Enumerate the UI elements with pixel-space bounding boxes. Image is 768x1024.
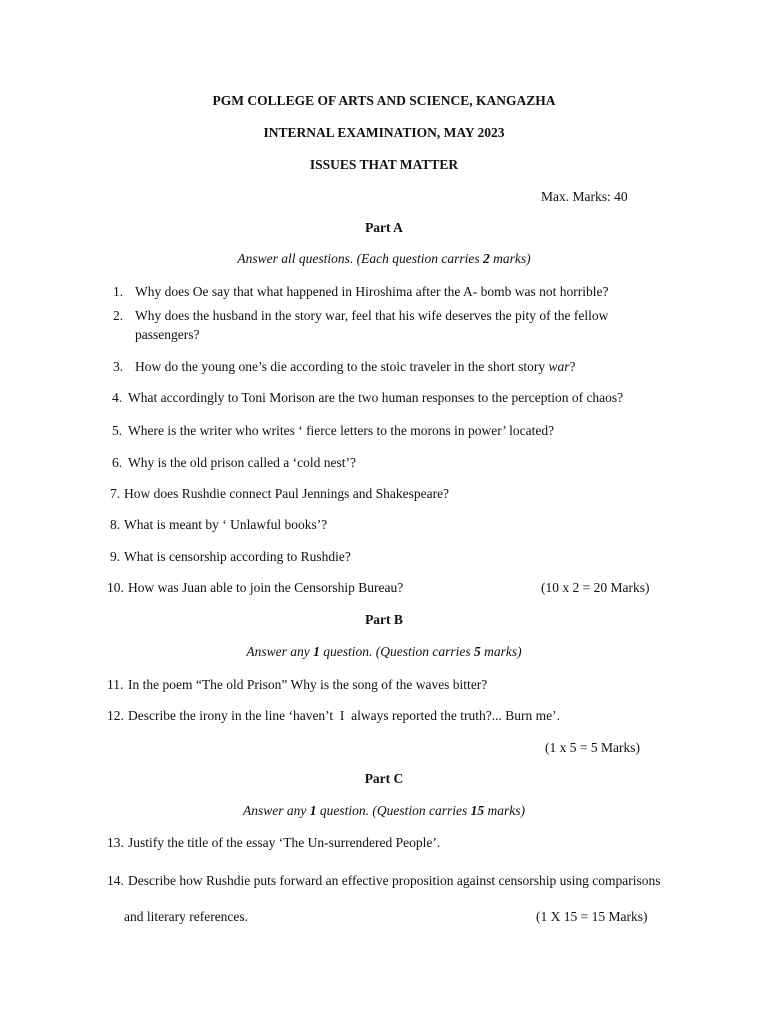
question-14-continued: and literary references. bbox=[124, 909, 249, 924]
part-b-instruction: Answer any 1 question. (Question carries 5 marks) bbox=[246, 644, 522, 659]
part-a-title: Part A bbox=[365, 220, 403, 235]
part-b-marks: (1 x 5 = 5 Marks) bbox=[545, 740, 640, 755]
part-c-marks: (1 X 15 = 15 Marks) bbox=[536, 909, 648, 924]
question-4: 4. What accordingly to Toni Morison are the two human responses to the perception of chaos? bbox=[112, 390, 624, 405]
question-5: 5. Where is the writer who writes ‘ fierce letters to the morons in power’ located? bbox=[112, 423, 555, 438]
part-b-title: Part B bbox=[365, 612, 403, 627]
part-c-instruction: Answer any 1 question. (Question carries 15 marks) bbox=[243, 803, 525, 818]
exam-title: INTERNAL EXAMINATION, MAY 2023 bbox=[263, 125, 505, 140]
part-a-instruction: Answer all questions. (Each question carries 2 marks) bbox=[237, 251, 531, 266]
question-3: 3. How do the young one’s die according to the stoic traveler in the short story war? bbox=[113, 359, 576, 374]
part-a-marks: (10 x 2 = 20 Marks) bbox=[541, 580, 650, 595]
question-1: 1. Why does Oe say that what happened in Hiroshima after the A- bomb was not horrible? bbox=[113, 284, 609, 299]
question-2: 2. Why does the husband in the story war, feel that his wife deserves the pity of the fellow bbox=[113, 308, 609, 323]
question-11: 11. In the poem “The old Prison” Why is the song of the waves bitter? bbox=[107, 677, 488, 692]
question-13: 13. Justify the title of the essay ‘The Un-surrendered People’. bbox=[107, 835, 441, 850]
question-9: 9. What is censorship according to Rushdie? bbox=[110, 549, 351, 564]
part-c-title: Part C bbox=[364, 771, 404, 786]
max-marks: Max. Marks: 40 bbox=[541, 189, 628, 204]
question-6: 6. Why is the old prison called a ‘cold nest’? bbox=[112, 455, 356, 470]
question-14: 14. Describe how Rushdie puts forward an effective proposition against censorship using comparisons bbox=[107, 873, 661, 888]
question-2-continued: passengers? bbox=[135, 327, 200, 342]
subject-title: ISSUES THAT MATTER bbox=[309, 157, 459, 172]
question-10: 10. How was Juan able to join the Censorship Bureau? bbox=[107, 580, 404, 595]
college-name: PGM COLLEGE OF ARTS AND SCIENCE, KANGAZHA bbox=[212, 93, 556, 108]
question-12: 12. Describe the irony in the line ‘haven’t I always reported the truth?... Burn me’. bbox=[107, 708, 560, 723]
question-7: 7. How does Rushdie connect Paul Jennings and Shakespeare? bbox=[110, 486, 450, 501]
question-8: 8. What is meant by ‘ Unlawful books’? bbox=[110, 517, 328, 532]
